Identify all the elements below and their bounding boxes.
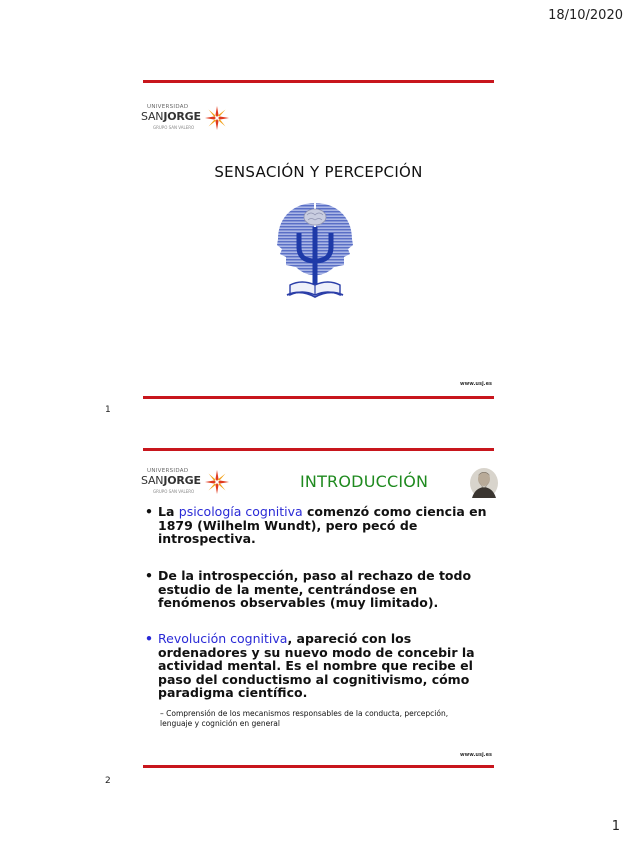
bullet-item: • Revolución cognitiva, apareció con los ordenadores y su nuevo modo de concebir la actividad mental. Es el nombre que recibe el paso del conductismo al cognitivismo, cómo paradigma científico. — [145, 631, 475, 700]
bullet-dot-icon: • — [145, 504, 153, 519]
logo-brand: SANJORGE — [141, 474, 201, 487]
slide2-title: INTRODUCCIÓN — [300, 472, 429, 491]
logo-star-icon — [205, 470, 229, 494]
print-date: 18/10/2020 — [548, 8, 623, 23]
slide1-number: 1 — [105, 405, 111, 415]
university-logo — [141, 104, 236, 134]
slide2-bottom-rule — [143, 765, 494, 768]
wundt-portrait-image — [469, 467, 499, 499]
slide1-footer-url: www.usj.es — [460, 381, 492, 387]
page-number: 1 — [611, 819, 620, 834]
bullet-item: • La psicología cognitiva comenzó como ciencia en 1879 (Wilhelm Wundt), pero pecó de introspectiva. — [145, 504, 487, 546]
logo-top-text: UNIVERSIDAD — [147, 468, 189, 474]
slide1-bottom-rule — [143, 396, 494, 399]
bullet-dot-icon: • — [145, 631, 153, 646]
highlight-term: psicología cognitiva — [178, 504, 303, 519]
slide2-top-rule — [143, 448, 494, 451]
slide2-number: 2 — [105, 776, 111, 786]
sub-bullet-item: – Comprensión de los mecanismos responsables de la conducta, percepción, lenguaje y cognición en general — [160, 709, 449, 728]
university-logo — [141, 468, 236, 498]
bullet-dot-icon: • — [145, 568, 153, 583]
bullet-item: • De la introspección, paso al rechazo de todo estudio de la mente, centrándose en fenómenos observables (muy limitado). — [145, 568, 472, 610]
logo-top-text: UNIVERSIDAD — [147, 104, 189, 110]
highlight-term: Revolución cognitiva — [158, 631, 288, 646]
logo-sub-text: GRUPO SAN VALERO — [153, 489, 195, 494]
slide1-top-rule — [143, 80, 494, 83]
slide2-footer-url: www.usj.es — [460, 752, 492, 758]
psychology-psi-illustration — [272, 199, 358, 301]
logo-brand: SANJORGE — [141, 110, 201, 123]
logo-sub-text: GRUPO SAN VALERO — [153, 125, 195, 130]
slide1-title: SENSACIÓN Y PERCEPCIÓN — [214, 163, 423, 181]
logo-star-icon — [205, 106, 229, 130]
